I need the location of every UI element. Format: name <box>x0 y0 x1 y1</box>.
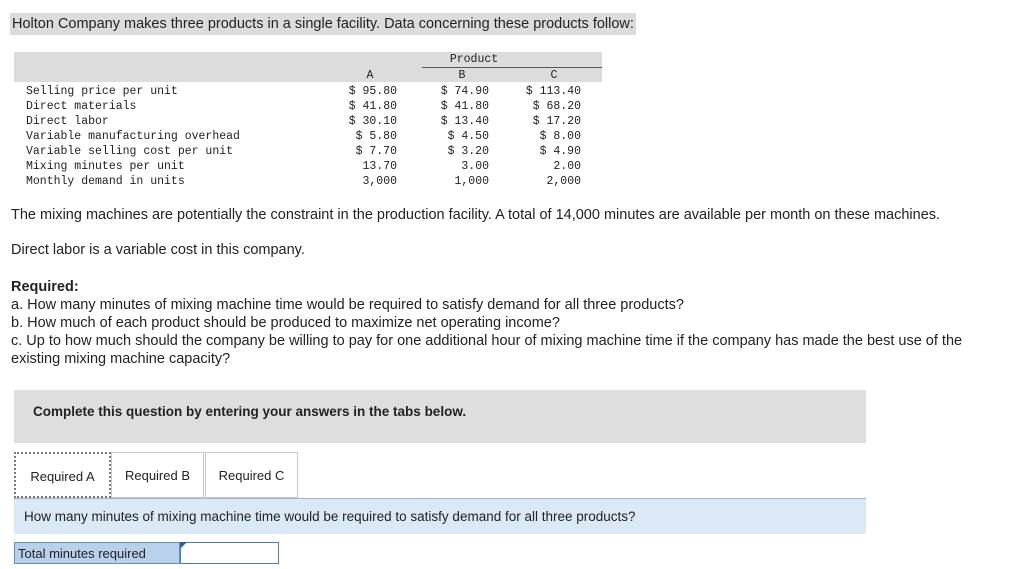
intro-text: Holton Company makes three products in a single facility. Data concerning these products follow: <box>10 13 636 35</box>
required-b-text: b. How much of each product should be produced to maximize net operating income? <box>11 315 560 331</box>
value-b: $ 4.50 <box>447 130 489 143</box>
value-c: $ 4.90 <box>539 145 581 158</box>
row-label: Variable selling cost per unit <box>26 145 234 158</box>
labor-text: Direct labor is a variable cost in this company. <box>11 242 305 258</box>
value-c: $ 17.20 <box>532 115 581 128</box>
required-c-text: c. Up to how much should the company be willing to pay for one additional hour of mixing machine time if the company has made the best use of the existing mixing machine capacity? <box>11 333 963 367</box>
value-a: 3,000 <box>362 175 397 188</box>
required-a-text: a. How many minutes of mixing machine time would be required to satisfy demand for all three products? <box>11 297 684 313</box>
value-a: 13.70 <box>362 160 397 173</box>
input-flag-icon <box>180 542 187 549</box>
row-label: Monthly demand in units <box>26 175 185 188</box>
tab-required-a[interactable]: Required A <box>14 452 111 498</box>
question-band <box>14 498 866 534</box>
value-c: 2,000 <box>546 175 581 188</box>
value-a: $ 95.80 <box>348 85 397 98</box>
value-b: 3.00 <box>461 160 489 173</box>
value-c: $ 113.40 <box>525 85 581 98</box>
value-c: $ 68.20 <box>532 100 581 113</box>
tab-required-c[interactable]: Required C <box>205 452 298 498</box>
instruction-text: Complete this question by entering your answers in the tabs below. <box>33 404 467 419</box>
total-minutes-input[interactable] <box>180 542 279 564</box>
value-c: $ 8.00 <box>539 130 581 143</box>
column-header-b: B <box>458 69 466 82</box>
tab-required-b[interactable]: Required B <box>111 452 204 498</box>
instruction-banner <box>14 390 866 443</box>
row-label: Variable manufacturing overhead <box>26 130 240 143</box>
row-label: Selling price per unit <box>26 85 178 98</box>
value-a: $ 5.80 <box>355 130 397 143</box>
product-header: Product <box>449 53 499 66</box>
value-a: $ 7.70 <box>355 145 397 158</box>
column-header-a: A <box>366 69 374 82</box>
constraint-text: The mixing machines are potentially the constraint in the production facility. A total of 14,000 minutes are available per month on these machines. <box>11 207 941 223</box>
required-heading: Required: <box>11 279 79 295</box>
row-label: Mixing minutes per unit <box>26 160 185 173</box>
column-header-c: C <box>550 69 558 82</box>
value-b: $ 13.40 <box>440 115 489 128</box>
value-b: $ 41.80 <box>440 100 489 113</box>
row-label: Direct labor <box>26 115 109 128</box>
value-c: 2.00 <box>553 160 581 173</box>
value-b: $ 3.20 <box>447 145 489 158</box>
value-b: 1,000 <box>454 175 489 188</box>
question-text: How many minutes of mixing machine time would be required to satisfy demand for all three products? <box>24 509 636 524</box>
answer-label: Total minutes required <box>14 542 180 564</box>
product-header-rule <box>422 67 602 68</box>
value-a: $ 41.80 <box>348 100 397 113</box>
value-a: $ 30.10 <box>348 115 397 128</box>
row-label: Direct materials <box>26 100 137 113</box>
value-b: $ 74.90 <box>440 85 489 98</box>
